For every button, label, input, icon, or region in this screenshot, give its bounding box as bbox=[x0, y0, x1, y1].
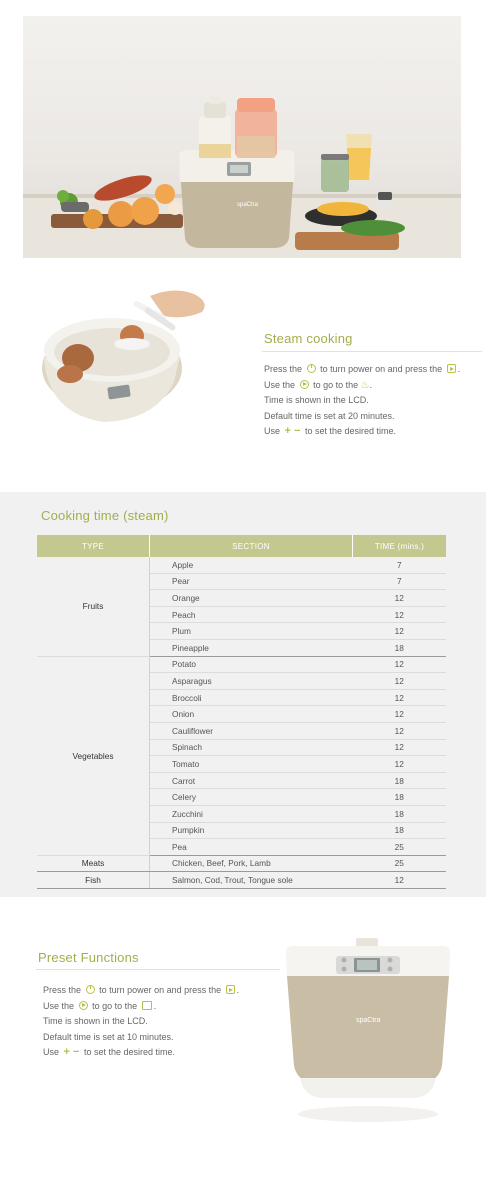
preset-line-1-a: Press the bbox=[43, 985, 82, 995]
steam-mode-icon: ♨ bbox=[360, 379, 370, 391]
type-cell: Vegetables bbox=[37, 656, 150, 855]
time-cell: 12 bbox=[353, 623, 447, 640]
time-cell: 18 bbox=[353, 639, 447, 656]
steam-line-2-c: . bbox=[369, 379, 373, 390]
time-cell: 25 bbox=[353, 839, 447, 856]
time-cell: 12 bbox=[353, 706, 447, 723]
time-cell: 25 bbox=[353, 855, 447, 872]
plus-minus-icon: + − bbox=[284, 425, 301, 438]
time-cell: 12 bbox=[353, 872, 447, 889]
steam-line-1-b: to turn power on and press the bbox=[320, 364, 443, 374]
section-cell: Plum bbox=[150, 623, 353, 640]
play-icon bbox=[226, 985, 235, 994]
cooking-time-table bbox=[37, 535, 446, 889]
preset-functions-title: Preset Functions bbox=[38, 950, 139, 965]
header-type: TYPE bbox=[37, 535, 150, 557]
table-row bbox=[37, 872, 446, 889]
time-cell: 12 bbox=[353, 673, 447, 690]
hero-brand: spaCtra bbox=[237, 202, 259, 208]
type-cell: Meats bbox=[37, 855, 150, 872]
steam-line-2-b: to go to the bbox=[313, 379, 359, 390]
cooking-time-title: Cooking time (steam) bbox=[41, 508, 169, 523]
steam-line-1 bbox=[264, 362, 460, 378]
power-icon bbox=[86, 985, 95, 994]
section-cell: Pear bbox=[150, 573, 353, 590]
preset-line-2-a: Use the bbox=[43, 1000, 75, 1011]
preset-line-2 bbox=[43, 999, 239, 1015]
time-cell: 7 bbox=[353, 557, 447, 573]
table-row bbox=[37, 557, 446, 573]
steam-title-divider bbox=[262, 351, 482, 352]
time-cell: 18 bbox=[353, 772, 447, 789]
type-cell: Fruits bbox=[37, 557, 150, 656]
preset-line-5-a: Use bbox=[43, 1047, 60, 1058]
steam-line-1-c: . bbox=[457, 364, 461, 374]
section-cell: Pea bbox=[150, 839, 353, 856]
hero-photo bbox=[23, 16, 461, 258]
section-cell: Onion bbox=[150, 706, 353, 723]
play-circle-icon bbox=[300, 380, 309, 389]
play-icon bbox=[447, 364, 456, 373]
steam-line-3: Time is shown in the LCD. bbox=[264, 395, 369, 406]
section-cell: Spinach bbox=[150, 739, 353, 756]
table-header-row bbox=[37, 535, 446, 557]
preset-line-5 bbox=[43, 1045, 239, 1061]
time-cell: 18 bbox=[353, 822, 447, 839]
steam-cooking-title: Steam cooking bbox=[264, 331, 353, 346]
section-cell: Cauliflower bbox=[150, 722, 353, 739]
section-cell: Peach bbox=[150, 606, 353, 623]
time-cell: 7 bbox=[353, 573, 447, 590]
section-cell: Broccoli bbox=[150, 689, 353, 706]
steam-line-5-a: Use bbox=[264, 426, 281, 437]
section-cell: Asparagus bbox=[150, 673, 353, 690]
section-cell: Orange bbox=[150, 590, 353, 607]
table-row bbox=[37, 656, 446, 673]
steam-line-4: Default time is set at 20 minutes. bbox=[264, 410, 395, 421]
time-cell: 12 bbox=[353, 689, 447, 706]
table-row bbox=[37, 855, 446, 872]
power-icon bbox=[307, 364, 316, 373]
time-cell: 18 bbox=[353, 789, 447, 806]
time-cell: 12 bbox=[353, 656, 447, 673]
time-cell: 12 bbox=[353, 739, 447, 756]
header-section: SECTION bbox=[150, 535, 353, 557]
time-cell: 18 bbox=[353, 805, 447, 822]
steam-line-2 bbox=[264, 378, 460, 394]
preset-line-1-c: . bbox=[236, 985, 240, 995]
section-cell: Pineapple bbox=[150, 639, 353, 656]
steam-line-5-b: to set the desired time. bbox=[304, 426, 396, 437]
hero-illustration bbox=[23, 16, 461, 258]
time-cell: 12 bbox=[353, 590, 447, 607]
preset-line-1 bbox=[43, 983, 239, 999]
steam-line-5 bbox=[264, 424, 460, 440]
steam-line-2-a: Use the bbox=[264, 379, 296, 390]
preset-line-2-b: to go to the bbox=[92, 1000, 138, 1011]
section-cell: Chicken, Beef, Pork, Lamb bbox=[150, 855, 353, 872]
time-cell: 12 bbox=[353, 756, 447, 773]
section-cell: Tomato bbox=[150, 756, 353, 773]
section-cell: Potato bbox=[150, 656, 353, 673]
header-time: TIME (mins.) bbox=[353, 535, 447, 557]
time-cell: 12 bbox=[353, 606, 447, 623]
section-cell: Carrot bbox=[150, 772, 353, 789]
preset-device-image bbox=[282, 938, 462, 1128]
section-cell: Pumpkin bbox=[150, 822, 353, 839]
play-circle-icon bbox=[79, 1001, 88, 1010]
preset-instructions bbox=[43, 983, 239, 1061]
section-cell: Celery bbox=[150, 789, 353, 806]
preset-mode-icon bbox=[142, 1001, 152, 1010]
steam-device-image bbox=[24, 286, 214, 436]
preset-line-3: Time is shown in the LCD. bbox=[43, 1016, 148, 1027]
preset-line-2-c: . bbox=[153, 1000, 157, 1011]
preset-line-1-b: to turn power on and press the bbox=[99, 985, 222, 995]
preset-device-brand: spaCtra bbox=[356, 1017, 381, 1024]
time-cell: 12 bbox=[353, 722, 447, 739]
steam-line-1-a: Press the bbox=[264, 364, 303, 374]
preset-line-5-b: to set the desired time. bbox=[83, 1047, 175, 1058]
section-cell: Zucchini bbox=[150, 805, 353, 822]
table-body bbox=[37, 557, 446, 888]
section-cell: Apple bbox=[150, 557, 353, 573]
type-cell: Fish bbox=[37, 872, 150, 889]
preset-title-divider bbox=[36, 969, 280, 970]
steam-instructions bbox=[264, 362, 460, 440]
plus-minus-icon: + − bbox=[63, 1046, 80, 1059]
preset-line-4: Default time is set at 10 minutes. bbox=[43, 1031, 174, 1042]
section-cell: Salmon, Cod, Trout, Tongue sole bbox=[150, 872, 353, 889]
